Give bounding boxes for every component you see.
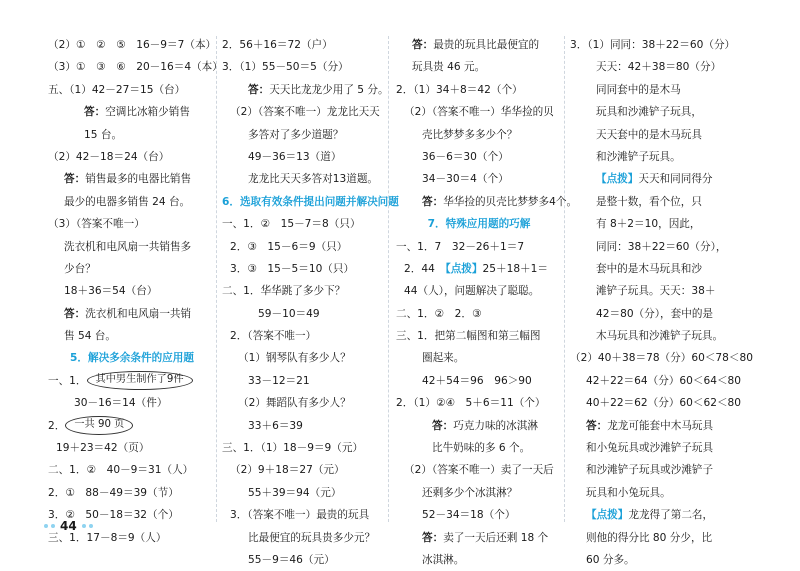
answer-text: 巧克力味的冰淇淋 — [453, 419, 538, 432]
line-text: 冰淇淋。 — [422, 553, 465, 566]
answer-line — [396, 437, 562, 459]
line-text: 3．② 50－18＝32（个） — [48, 509, 179, 522]
column-divider — [388, 36, 389, 522]
answer-line — [222, 79, 389, 101]
answer-line — [396, 146, 562, 168]
answer-line — [570, 146, 738, 168]
decor-dot — [82, 524, 86, 528]
answer-text: 卖了一天后还剩 18 个 — [443, 531, 549, 544]
decor-dot — [89, 524, 93, 528]
line-text: 55＋39＝94（元） — [248, 486, 342, 499]
answer-line — [570, 549, 738, 571]
answer-line — [570, 392, 742, 414]
line-text: 18＋36＝54（台） — [64, 285, 158, 298]
section-heading — [396, 213, 562, 235]
answer-line — [570, 347, 753, 369]
line-text: 三、1．把第二幅图和第三幅图 — [396, 330, 541, 343]
line-text: 比最便宜的玩具贵多少元？ — [248, 531, 376, 544]
line-text: 壳比梦梦多多少个？ — [422, 128, 518, 141]
answer-line — [48, 168, 216, 190]
line-text: 52－34＝18（个） — [422, 509, 516, 522]
answer-line — [396, 392, 562, 414]
line-text: 2．（答案不唯一） — [230, 330, 317, 343]
answer-line — [222, 56, 386, 78]
line-text: （2）42－18＝24（台） — [48, 150, 170, 163]
line-text: 44（人），问题解决了聪聪。 — [404, 285, 540, 298]
line-text: 19＋23＝42（页） — [56, 442, 150, 455]
answer-line — [396, 258, 562, 280]
answer-line — [222, 303, 386, 325]
answer-line — [222, 124, 386, 146]
answer-line — [570, 303, 738, 325]
answer-prefix: 答： — [64, 307, 86, 320]
line-text: （3）（答案不唯一） — [48, 218, 145, 231]
line-text: 少台？ — [64, 262, 96, 275]
answer-line — [48, 325, 216, 347]
line-text: 还剩多少个冰淇淋？ — [422, 486, 518, 499]
answer-line — [570, 79, 738, 101]
answer-line — [222, 459, 386, 481]
answer-line — [570, 437, 738, 459]
line-text: 42＋22＝64（分）60＜64＜80 — [586, 374, 742, 387]
line-text: 则他的得分比 80 分少，比 — [586, 531, 713, 544]
answer-line — [396, 191, 578, 213]
line-text: 33＋6＝39 — [248, 419, 303, 432]
answer-line — [570, 415, 738, 437]
line-text: 40＋22＝62（分）60＜62＜80 — [586, 397, 742, 410]
answer-line — [222, 146, 386, 168]
line-text: 滩铲子玩具。天天：38＋ — [596, 285, 716, 298]
column-2 — [222, 34, 399, 571]
line-text: （2）（答案不唯一）龙龙比天天 — [230, 106, 380, 119]
line-text: 多答对了多少道题？ — [248, 128, 344, 141]
answer-line — [396, 370, 562, 392]
answer-line — [222, 437, 386, 459]
column-1 — [48, 34, 223, 549]
line-text: 套中的是木马玩具和沙 — [596, 262, 702, 275]
answer-line — [396, 504, 562, 526]
line-text: 2．56＋16＝72（户） — [222, 39, 333, 51]
answer-line — [222, 213, 386, 235]
answer-line — [570, 213, 738, 235]
answer-line — [48, 392, 216, 414]
line-text: 5．解决多余条件的应用题 — [70, 352, 194, 365]
answer-line — [570, 191, 738, 213]
answer-line — [48, 213, 216, 235]
answer-text: 天天比龙龙少用了 5 分。 — [269, 83, 389, 96]
answer-line — [570, 124, 738, 146]
answer-line — [570, 280, 738, 302]
line-text: 玩具和沙滩铲子玩具， — [596, 106, 702, 119]
answer-text: 最贵的玩具比最便宜的 — [433, 39, 540, 51]
line-text: 天天：42＋38＝80（分） — [596, 61, 722, 74]
answer-line — [222, 347, 386, 369]
column-3 — [396, 34, 578, 571]
answer-line — [48, 437, 216, 459]
page-number-text: 44 — [60, 519, 77, 533]
line-text: 圈起来。 — [422, 352, 465, 365]
answer-line — [396, 527, 562, 549]
answer-line — [570, 504, 738, 526]
answer-line — [396, 280, 562, 302]
answer-line — [570, 459, 738, 481]
section-heading — [222, 191, 399, 213]
line-text: 洗衣机和电风扇一共销售多 — [64, 240, 192, 253]
answer-line — [48, 101, 216, 123]
line-text: 五、（1）42－27＝15（台） — [48, 83, 186, 96]
answer-line — [396, 236, 562, 258]
decor-dot — [44, 524, 48, 528]
line-text: 2．44 — [404, 262, 446, 275]
answer-line — [570, 168, 738, 190]
answer-line — [48, 415, 216, 437]
answer-line — [48, 79, 216, 101]
line-text: 49－36＝13（道） — [248, 150, 342, 163]
answer-line — [222, 370, 386, 392]
answer-line — [48, 236, 216, 258]
answer-line — [48, 459, 216, 481]
line-text: 6．选取有效条件提出问题并解决问题 — [222, 195, 399, 208]
answer-line — [570, 56, 738, 78]
answer-line — [396, 459, 562, 481]
answer-text: 洗衣机和电风扇一共销 — [85, 307, 192, 320]
answer-line — [396, 168, 562, 190]
answer-line — [222, 34, 386, 56]
answer-text: 销售最多的电器比销售 — [85, 173, 192, 186]
line-text: 34－30＝4（个） — [422, 173, 509, 186]
line-text: 天天套中的是木马玩具 — [596, 128, 702, 141]
answer-line — [396, 56, 562, 78]
answer-line — [48, 146, 216, 168]
hint-text: 天天和同同得分 — [638, 173, 713, 186]
line-text: 是整十数，看个位，只 — [596, 195, 702, 208]
line-text: 3．③ 15－5＝10（只） — [230, 262, 355, 275]
line-text: （2）40＋38＝78（分）60＜78＜80 — [570, 352, 753, 365]
line-text: 比牛奶味的多 6 个。 — [432, 442, 531, 455]
line-text: 42＝80（分），套中的是 — [596, 307, 714, 320]
line-text: 一、1．② 15－7＝8（只） — [222, 218, 361, 231]
answer-line — [396, 347, 562, 369]
line-text: （2）9＋18＝27（元） — [230, 464, 345, 477]
line-text: （2）舞蹈队有多少人？ — [238, 397, 351, 410]
answer-line — [222, 325, 386, 347]
line-text: 7．特殊应用题的巧解 — [427, 218, 531, 231]
line-text: （2）① ② ⑤ 16－9＝7（本） — [48, 39, 217, 51]
line-text: 2．（1）34＋8＝42（个） — [396, 83, 523, 96]
answer-line — [222, 549, 386, 571]
answer-line — [396, 415, 562, 437]
line-text: 龙龙比天天多答对13道题。 — [248, 173, 379, 186]
answer-line — [570, 482, 738, 504]
answer-line — [48, 191, 216, 213]
line-text: 和沙滩铲子玩具。 — [596, 150, 681, 163]
answer-prefix: 答： — [64, 173, 86, 186]
answer-text: 空调比冰箱少销售 — [105, 106, 190, 119]
decor-dot — [51, 524, 55, 528]
answer-line — [222, 280, 386, 302]
answer-line — [570, 370, 742, 392]
answer-line — [222, 168, 386, 190]
hint-label: 【点拨】 — [445, 262, 483, 275]
answer-line — [396, 325, 562, 347]
answer-line — [222, 236, 386, 258]
answer-line — [48, 124, 216, 146]
line-text: 2． — [48, 419, 66, 432]
answer-line — [48, 34, 216, 56]
answer-prefix: 答： — [248, 83, 270, 96]
line-text: 2．① 88－49＝39（节） — [48, 486, 179, 499]
line-text: 玩具贵 46 元。 — [412, 61, 486, 74]
hint-label: 【点拨】 — [596, 173, 639, 186]
answer-line — [570, 258, 738, 280]
answer-line — [222, 392, 386, 414]
hint-text: 龙龙得了第二名， — [628, 509, 714, 522]
hint-label: 【点拨】 — [586, 509, 629, 522]
answer-line — [570, 236, 738, 258]
line-text: （1）钢琴队有多少人？ — [238, 352, 351, 365]
line-text: 最少的电器多销售 24 台。 — [64, 195, 191, 208]
line-text: 和小兔玩具或沙滩铲子玩具 — [586, 442, 714, 455]
answer-line — [48, 56, 223, 78]
line-text: 三、1．（1）18－9＝9（元） — [222, 442, 364, 455]
line-text: 15 台。 — [84, 128, 123, 141]
answer-line — [222, 482, 386, 504]
line-text: 二、1．华华跳了多少下？ — [222, 285, 346, 298]
line-text: 59－10＝49 — [258, 307, 320, 320]
line-text: 二、1．② 2．③ — [396, 307, 482, 320]
answer-line — [396, 482, 562, 504]
answer-line — [48, 280, 216, 302]
answer-line — [396, 79, 562, 101]
line-text: 木马玩具和沙滩铲子玩具。 — [596, 330, 724, 343]
answer-line — [570, 34, 738, 56]
circled-condition: 其中男生制作了9件 — [87, 371, 193, 390]
line-text: 42＋54＝96 96＞90 — [422, 374, 532, 387]
column-divider — [564, 36, 565, 522]
answer-line — [48, 258, 216, 280]
line-text: 三、1．17－8＝9（人） — [48, 531, 167, 544]
line-text: 玩具和小兔玩具。 — [586, 486, 671, 499]
line-text: 2．（1）②④ 5＋6＝11（个） — [396, 397, 546, 410]
line-text: （3）① ③ ⑥ 20－16＝4（本） — [48, 61, 223, 74]
answer-text: 华华捡的贝壳比梦梦多4个。 — [443, 195, 578, 208]
line-text: 3．（答案不唯一）最贵的玩具 — [230, 509, 370, 522]
answer-line — [48, 370, 216, 392]
line-text: 60 分多。 — [586, 553, 635, 566]
answer-line — [48, 482, 216, 504]
line-text: 二、1．② 40－9＝31（人） — [48, 464, 194, 477]
answer-line — [222, 415, 386, 437]
answer-prefix: 答： — [422, 195, 444, 208]
answer-line — [396, 34, 562, 56]
answer-line — [222, 527, 386, 549]
line-text: 同同套中的是木马 — [596, 83, 681, 96]
answer-line — [396, 124, 562, 146]
answer-prefix: 答： — [432, 419, 454, 432]
line-text: 30－16＝14（件） — [74, 397, 168, 410]
answer-line — [570, 325, 738, 347]
column-divider — [216, 36, 217, 522]
line-text: 3．（1）55－50＝5（分） — [222, 61, 349, 74]
line-text: 一、1．7 32－26＋1＝7 — [396, 240, 525, 253]
answer-line — [48, 303, 216, 325]
line-text: （2）（答案不唯一）卖了一天后 — [404, 464, 554, 477]
answer-line — [396, 101, 562, 123]
circled-condition: 一共 90 页 — [65, 416, 133, 435]
line-text: 55－9＝46（元） — [248, 553, 335, 566]
line-text: 一、1． — [48, 374, 87, 387]
answer-prefix: 答： — [422, 531, 444, 544]
answer-line — [222, 258, 386, 280]
answer-line — [396, 549, 562, 571]
section-heading — [48, 347, 216, 369]
answer-line — [222, 101, 386, 123]
answer-prefix: 答： — [586, 419, 608, 432]
answer-line — [222, 504, 386, 526]
answer-line — [396, 303, 562, 325]
answer-prefix: 答： — [412, 39, 434, 51]
line-text: 售 54 台。 — [64, 330, 116, 343]
answer-line — [570, 101, 738, 123]
answer-prefix: 答： — [84, 106, 106, 119]
line-text: 2．③ 15－6＝9（只） — [230, 240, 348, 253]
answer-line — [570, 527, 738, 549]
answer-text: 龙龙可能套中木马玩具 — [607, 419, 714, 432]
column-4 — [570, 34, 753, 571]
page-number — [44, 519, 93, 533]
line-text: 同同：38＋22＝60（分）， — [596, 240, 727, 253]
line-text: 和沙滩铲子玩具或沙滩铲子 — [586, 464, 714, 477]
line-text: 有 8＋2＝10，因此， — [596, 218, 701, 231]
line-text: 36－6＝30（个） — [422, 150, 509, 163]
line-text: 3．（1）同同：38＋22＝60（分） — [570, 39, 736, 51]
line-text: （2）（答案不唯一）华华捡的贝 — [404, 106, 554, 119]
hint-text: 25＋18＋1＝ — [482, 262, 548, 275]
line-text: 33－12＝21 — [248, 374, 310, 387]
